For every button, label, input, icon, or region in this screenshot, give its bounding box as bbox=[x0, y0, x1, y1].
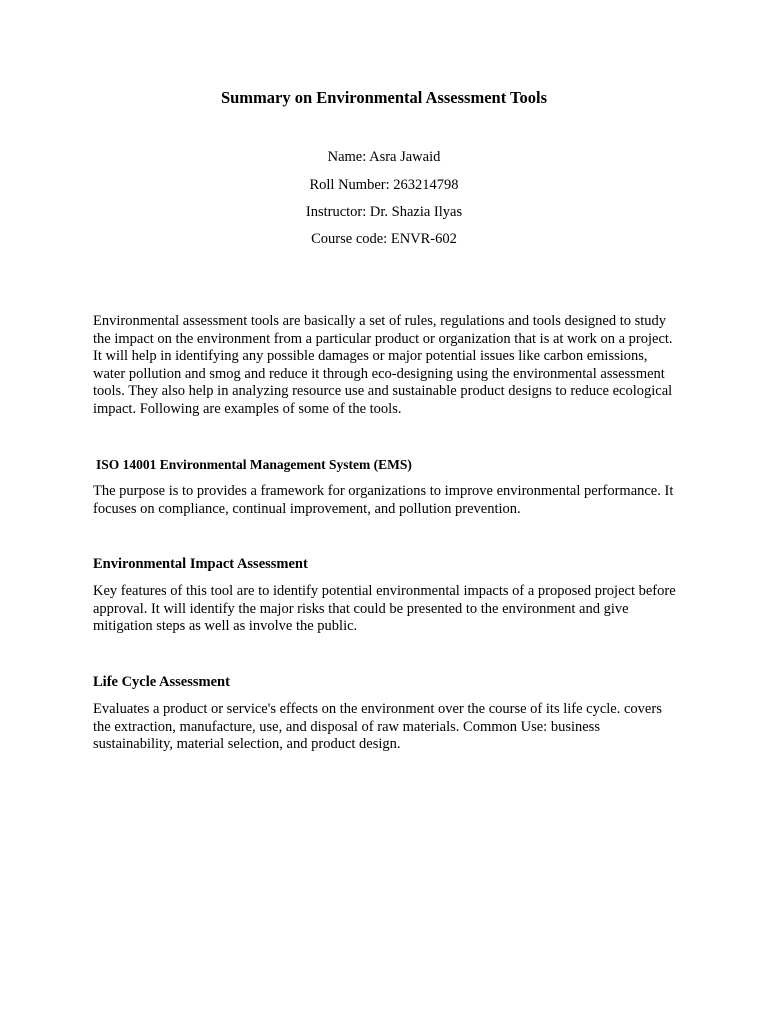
section-body-lca: Evaluates a product or service's effects on the environment over the course of its life cycle. covers the extraction, manufacture, use, and disposal of raw materials. Common Use: business sustainability, material selection, and product design. bbox=[93, 701, 662, 753]
student-name: Name: Asra Jawaid bbox=[327, 149, 441, 165]
section-heading-eia: Environmental Impact Assessment bbox=[93, 556, 308, 572]
intro-paragraph: Environmental assessment tools are basically a set of rules, regulations and tools designed to study the impact on the environment from a particular product or organization that is at work on a project. It will help in identifying any possible damages or major potential issues like carbon emissions, water pollution and smog and reduce it through eco-designing using the environmental assessment tools. They also help in analyzing resource use and sustainable product designs to reduce ecological impact. Following are examples of some of the tools. bbox=[93, 313, 673, 417]
section-body-eia: Key features of this tool are to identify potential environmental impacts of a proposed project before approval. It will identify the major risks that could be presented to the environment and give mitigation steps as well as involve the public. bbox=[93, 583, 676, 635]
document-title: Summary on Environmental Assessment Tools bbox=[220, 88, 548, 107]
section-heading-lca: Life Cycle Assessment bbox=[93, 674, 230, 690]
section-heading-iso-14001: ISO 14001 Environmental Management System (EMS) bbox=[96, 457, 412, 472]
course-code: Course code: ENVR-602 bbox=[311, 231, 457, 247]
instructor-name: Instructor: Dr. Shazia Ilyas bbox=[305, 204, 463, 220]
roll-number: Roll Number: 263214798 bbox=[309, 177, 459, 193]
section-body-iso-14001: The purpose is to provides a framework for organizations to improve environmental performance. It focuses on compliance, continual improvement, and pollution prevention. bbox=[93, 483, 674, 517]
